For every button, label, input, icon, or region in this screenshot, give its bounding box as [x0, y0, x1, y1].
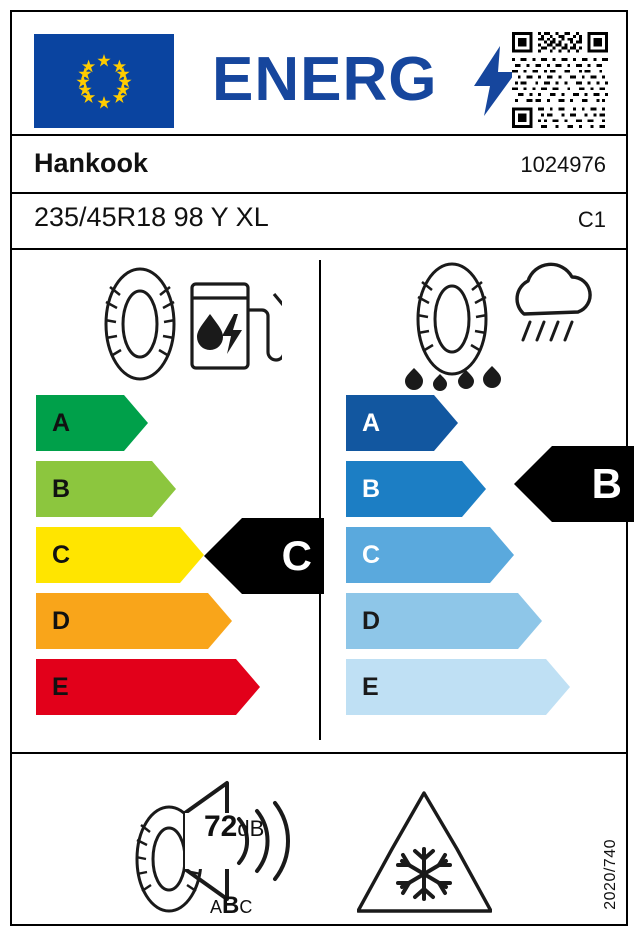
- noise-class-c: C: [239, 897, 253, 917]
- grade-letter: D: [52, 606, 71, 635]
- grade-row: [346, 659, 546, 715]
- qr-code-icon: [512, 32, 608, 128]
- three-peak-mountain-snowflake-icon: [357, 787, 492, 917]
- grade-letter: E: [52, 672, 69, 701]
- wet-grade-a: [346, 395, 434, 451]
- lightning-bolt-icon: [474, 46, 516, 116]
- grade-row: [36, 395, 236, 451]
- grade-letter: B: [362, 474, 381, 503]
- rain-cloud-tyre-icon: [392, 262, 602, 392]
- fuel-pump-tyre-icon: [82, 262, 282, 387]
- noise-unit: dB: [237, 816, 265, 841]
- fuel-grade-b: [36, 461, 152, 517]
- grade-letter: D: [362, 606, 381, 635]
- fuel-grade-d: [36, 593, 208, 649]
- grade-row: [36, 461, 236, 517]
- wet-grade-d: [346, 593, 518, 649]
- noise-class-b-selected: B: [222, 892, 240, 919]
- noise-value: 72: [204, 810, 238, 843]
- noise-value-group: [204, 810, 264, 844]
- eu-stars: [34, 34, 174, 128]
- divider-size: [12, 248, 626, 250]
- noise-class-a: A: [210, 897, 223, 917]
- grade-letter: A: [362, 408, 381, 437]
- eu-flag-icon: [34, 34, 174, 128]
- wet-grade-e: [346, 659, 546, 715]
- grade-row: [346, 527, 546, 583]
- brand-name: Hankook: [34, 148, 149, 178]
- grade-letter: B: [52, 474, 71, 503]
- fuel-grade-a: [36, 395, 124, 451]
- wet-grade-c: [346, 527, 490, 583]
- divider-brand: [12, 192, 626, 194]
- wet-grip-scale: [346, 395, 546, 725]
- grade-letter: C: [362, 540, 381, 569]
- fuel-grade-c: [36, 527, 180, 583]
- grade-row: [36, 593, 236, 649]
- grade-row: [346, 593, 546, 649]
- date-code: 2020/740: [602, 839, 619, 910]
- tyre-size: 235/45R18 98 Y XL: [34, 202, 269, 232]
- grade-row: [36, 659, 236, 715]
- wet-grip-selected-marker: B: [552, 446, 634, 522]
- divider-center: [319, 260, 321, 740]
- divider-header: [12, 134, 626, 136]
- grade-letter: A: [52, 408, 71, 437]
- page-title: ENERG: [212, 45, 438, 114]
- divider-bottom: [12, 752, 626, 754]
- grade-letter: E: [362, 672, 379, 701]
- tyre-class-code: C1: [577, 207, 606, 232]
- fuel-efficiency-selected-marker: C: [242, 518, 324, 594]
- fuel-grade-e: [36, 659, 236, 715]
- noise-class-group: [210, 892, 252, 920]
- registration-code: 1024976: [520, 152, 606, 177]
- label-header: [12, 12, 626, 134]
- wet-grade-b: [346, 461, 462, 517]
- tyre-energy-label: [10, 10, 628, 926]
- grade-row: [346, 395, 546, 451]
- grade-letter: C: [52, 540, 71, 569]
